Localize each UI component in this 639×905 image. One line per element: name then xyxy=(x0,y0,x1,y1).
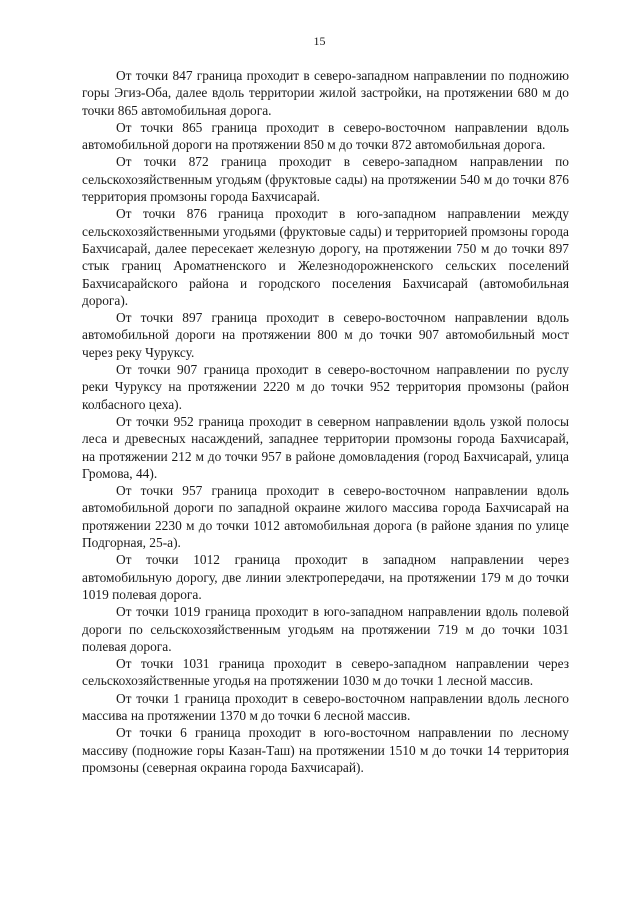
paragraph-point-1: От точки 1 граница проходит в северо-восточном направлении вдоль лесного массива на протяжении 1370 м до точки 6 лесной массив. xyxy=(82,690,569,723)
page-number: 15 xyxy=(313,34,326,48)
paragraph-point-897: От точки 897 граница проходит в северо-восточном направлении вдоль автомобильной дороги на протяжении 800 м до точки 907 автомобильный мост через реку Чуруксу. xyxy=(82,310,569,360)
paragraph-point-952: От точки 952 граница проходит в северном направлении вдоль узкой полосы леса и древесных насаждений, западнее территории промзоны города Бахчисарай, на протяжении 212 м до точки 957 в районе домовладения (город Бахчисарай, улица Громова, 44). xyxy=(82,413,569,481)
paragraph-point-876: От точки 876 граница проходит в юго-западном направлении между сельскохозяйственными угодьями (фруктовые сады) и территорией промзоны города Бахчисарай, далее пересекает железную дорогу, на протяжении 750 м до точки 897 стык границ Ароматненского и Железнодорожненского сельских поселений Бахчисарайского района и городского поселения Бахчисарай (автомобильная дорога). xyxy=(82,206,569,308)
paragraph-point-1019: От точки 1019 граница проходит в юго-западном направлении вдоль полевой дороги по сельскохозяйственным угодьям на протяжении 719 м до точки 1031 полевая дорога. xyxy=(82,604,569,654)
paragraph-point-847: От точки 847 граница проходит в северо-западном направлении по подножию горы Эгиз-Оба, далее вдоль территории жилой застройки, на протяжении 680 м до точки 865 автомобильная дорога. xyxy=(82,68,569,118)
paragraph-point-872: От точки 872 граница проходит в северо-западном направлении по сельскохозяйственным угодьям (фруктовые сады) на протяжении 540 м до точки 876 территория промзоны города Бахчисарай. xyxy=(82,154,569,205)
paragraph-point-865: От точки 865 граница проходит в северо-восточном направлении вдоль автомобильной дороги на протяжении 850 м до точки 872 автомобильная дорога. xyxy=(82,119,569,153)
paragraph-point-1012: От точки 1012 граница проходит в западном направлении через автомобильную дорогу, две линии электропередачи, на протяжении 179 м до точки 1019 полевая дорога. xyxy=(82,552,569,602)
paragraph-point-907: От точки 907 граница проходит в северо-восточном направлении по руслу реки Чуруксу на протяжении 2220 м до точки 952 территория промзоны (район колбасного цеха). xyxy=(82,362,569,412)
paragraph-point-1031: От точки 1031 граница проходит в северо-западном направлении через сельскохозяйственные угодья на протяжении 1030 м до точки 1 лесной массив. xyxy=(82,656,569,689)
document-body xyxy=(82,67,569,776)
paragraph-point-6: От точки 6 граница проходит в юго-восточном направлении по лесному массиву (подножие горы Казан-Таш) на протяжении 1510 м до точки 14 территория промзоны (северная окраина города Бахчисарай). xyxy=(82,725,569,775)
paragraph-point-957: От точки 957 граница проходит в северо-восточном направлении вдоль автомобильной дороги по западной окраине жилого массива города Бахчисарай на протяжении 2230 м до точки 1012 автомобильная дорога (в районе здания по улице Подгорная, 25-а). xyxy=(82,483,569,551)
